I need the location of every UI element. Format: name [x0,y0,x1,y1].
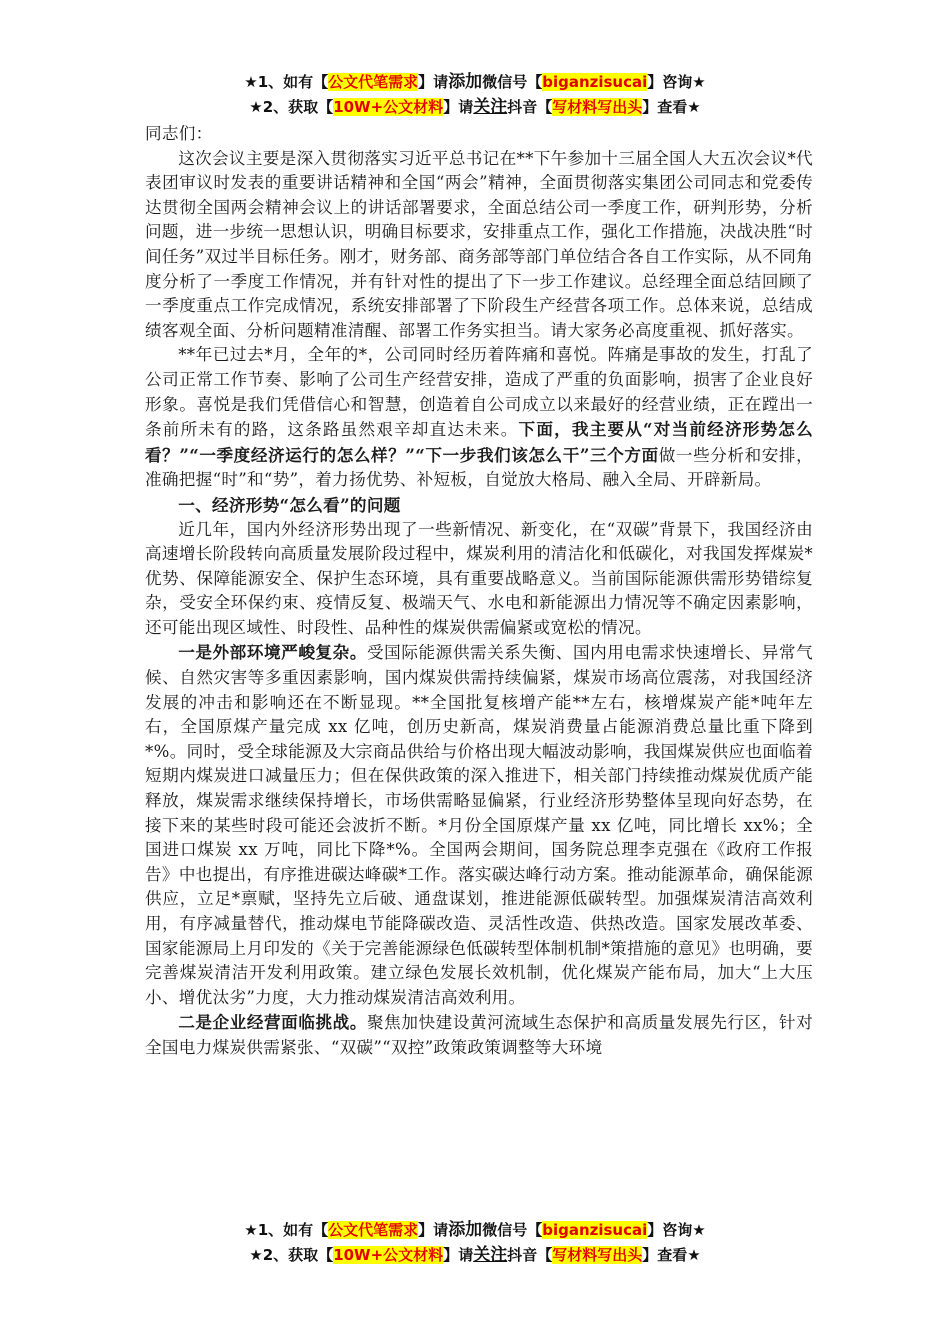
promo-emphasis: 关注 [473,97,508,117]
promo-text: ★2、获取【 [249,1246,334,1264]
paragraph-overview [145,343,813,493]
paragraph-text: **年已过去*月，全年的*，公司同时经历着阵痛和喜悦。阵痛是事故的发生，打乱了公司正常工作节奏、影响了公司生产经营安排，造成了严重的负面影响，损害了企业良好形象。喜悦是我们凭借信心和智慧，创造着自公司成立以来最好的经营业绩，正在蹚出一条前所未有的路，这条路虽然艰辛却直达未来。 [145,345,813,440]
paragraph-text: 受国际能源供需关系失衡、国内用电需求快速增长、异常气候、自然灾害等多重因素影响，国内煤炭供需持续偏紧，煤炭市场高位震荡，对我国经济发展的冲击和影响还在不断显现。**全国批复核增产能**左右，核增煤炭产能*吨年左右，全国原煤产量完成 xx 亿吨，创历史新高，煤炭消费量占能源消费总量比重下降到*%。同时，受全球能源及大宗商品供给与价格出现大幅波动影响，我国煤炭供应也面临着短期内煤炭进口减量压力；但在保供政策的深入推进下，相关部门持续推动煤炭优质产能释放，煤炭需求继续保持增长，市场供需略显偏紧，行业经济形势整体呈现向好态势，在接下来的某些时段可能还会波折不断。*月份全国原煤产量 xx 亿吨，同比增长 xx%；全国进口煤炭 xx 万吨，同比下降*%。全国两会期间，国务院总理李克强在《政府工作报告》中也提出，有序推进碳达峰碳*工作。落实碳达峰行动方案。推动能源革命，确保能源供应，立足*禀赋，坚持先立后破、通盘谋划，推进能源低碳转型。加强煤炭清洁高效利用，有序减量替代，推动煤电节能降碳改造、灵活性改造、供热改造。国家发展改革委、国家能源局上月印发的《关于完善能源绿色低碳转型体制机制*策措施的意见》也明确，要完善煤炭清洁开发利用政策。建立绿色发展长效机制，优化煤炭产能布局，加大“上大压小、增优汰劣”力度，大力推动煤炭清洁高效利用。 [145,643,813,1007]
footer-promo-line-1 [0,1218,950,1242]
salutation: 同志们： [145,124,213,143]
promo-text: 抖音【 [507,1246,553,1264]
bold-outline-text: 下面，我主要从“对当前经济形势怎么看？”“一季度经济运行的怎么样？”“下一步我们该怎么干”三个方面 [145,419,813,465]
promo-highlight: 公文代笔需求 [328,73,419,91]
paragraph-enterprise-challenges [145,1010,813,1060]
promo-douyin-account: 写材料写出头 [552,98,643,116]
promo-text: 】请 [443,1246,474,1264]
document-body [145,122,813,1061]
promo-wechat-id: biganzisucai [542,1221,648,1239]
promo-text: 】请 [418,73,449,91]
promo-emphasis: 添加 [448,72,483,92]
header-promo-line-2 [0,95,950,119]
point-heading: 二是企业经营面临挑战。 [178,1012,367,1033]
promo-text: 】咨询★ [647,1221,706,1239]
promo-highlight: 10W+公文材料 [333,98,444,116]
promo-text: 微信号【 [482,73,543,91]
promo-text: 】请 [418,1221,449,1239]
point-heading: 一是外部环境严峻复杂。 [178,642,367,663]
header-promo-line-1 [0,70,950,94]
paragraph-intro: 这次会议主要是深入贯彻落实习近平总书记在**下午参加十三届全国人大五次会议*代表团审议时发表的重要讲话精神和全国“两会”精神，全面贯彻落实集团公司同志和党委传达贯彻全国两会精神会议上的讲话部署要求，全面总结公司一季度工作，研判形势，分析问题，进一步统一思想认识，明确目标要求，安排重点工作，强化工作措施，决战决胜“时间任务”双过半目标任务。刚才，财务部、商务部等部门单位结合各自工作实际，从不同角度分析了一季度工作情况，并有针对性的提出了下一步工作建议。总经理全面总结回顾了一季度重点工作完成情况，系统安排部署了下阶段生产经营各项工作。总体来说，总结成绩客观全面、分析问题精准清醒、部署工作务实担当。请大家务必高度重视、抓好落实。 [145,148,813,340]
promo-highlight: 10W+公文材料 [333,1246,444,1264]
footer-promo-line-2 [0,1243,950,1267]
promo-text: 微信号【 [482,1221,543,1239]
promo-douyin-account: 写材料写出头 [552,1246,643,1264]
promo-text: ★2、获取【 [249,98,334,116]
paragraph-external-environment [145,640,813,1010]
promo-emphasis: 关注 [473,1245,508,1265]
paragraph-economic-context: 近几年，国内外经济形势出现了一些新情况、新变化，在“双碳”背景下，我国经济由高速增长阶段转向高质量发展阶段过程中，煤炭利用的清洁化和低碳化，对我国发挥煤炭*优势、保障能源安全、保护生态环境，具有重要战略意义。当前国际能源供需形势错综复杂，受安全环保约束、疫情反复、极端天气、水电和新能源出力情况等不确定因素影响，还可能出现区域性、时段性、品种性的煤炭供需偏紧或宽松的情况。 [145,519,813,637]
promo-text: 】咨询★ [647,73,706,91]
paragraph-text: 聚焦加快建设黄河流域生态保护和高质量发展先行区，针对全国电力煤炭供需紧张、“双碳”“双控”政策政策调整等大环境 [145,1013,813,1057]
promo-text: 】查看★ [642,1246,701,1264]
promo-text: 】请 [443,98,474,116]
promo-text: 】查看★ [642,98,701,116]
promo-text: ★1、如有【 [244,73,329,91]
promo-text: ★1、如有【 [244,1221,329,1239]
promo-highlight: 公文代笔需求 [328,1221,419,1239]
promo-wechat-id: biganzisucai [542,73,648,91]
section-heading: 一、经济形势“怎么看”的问题 [178,494,401,515]
promo-text: 抖音【 [507,98,553,116]
promo-emphasis: 添加 [448,1220,483,1240]
paragraph-text: 做一些分析和安排，准确把握“时”和“势”，着力扬优势、补短板，自觉放大格局、融入全局、开辟新局。 [145,445,813,490]
